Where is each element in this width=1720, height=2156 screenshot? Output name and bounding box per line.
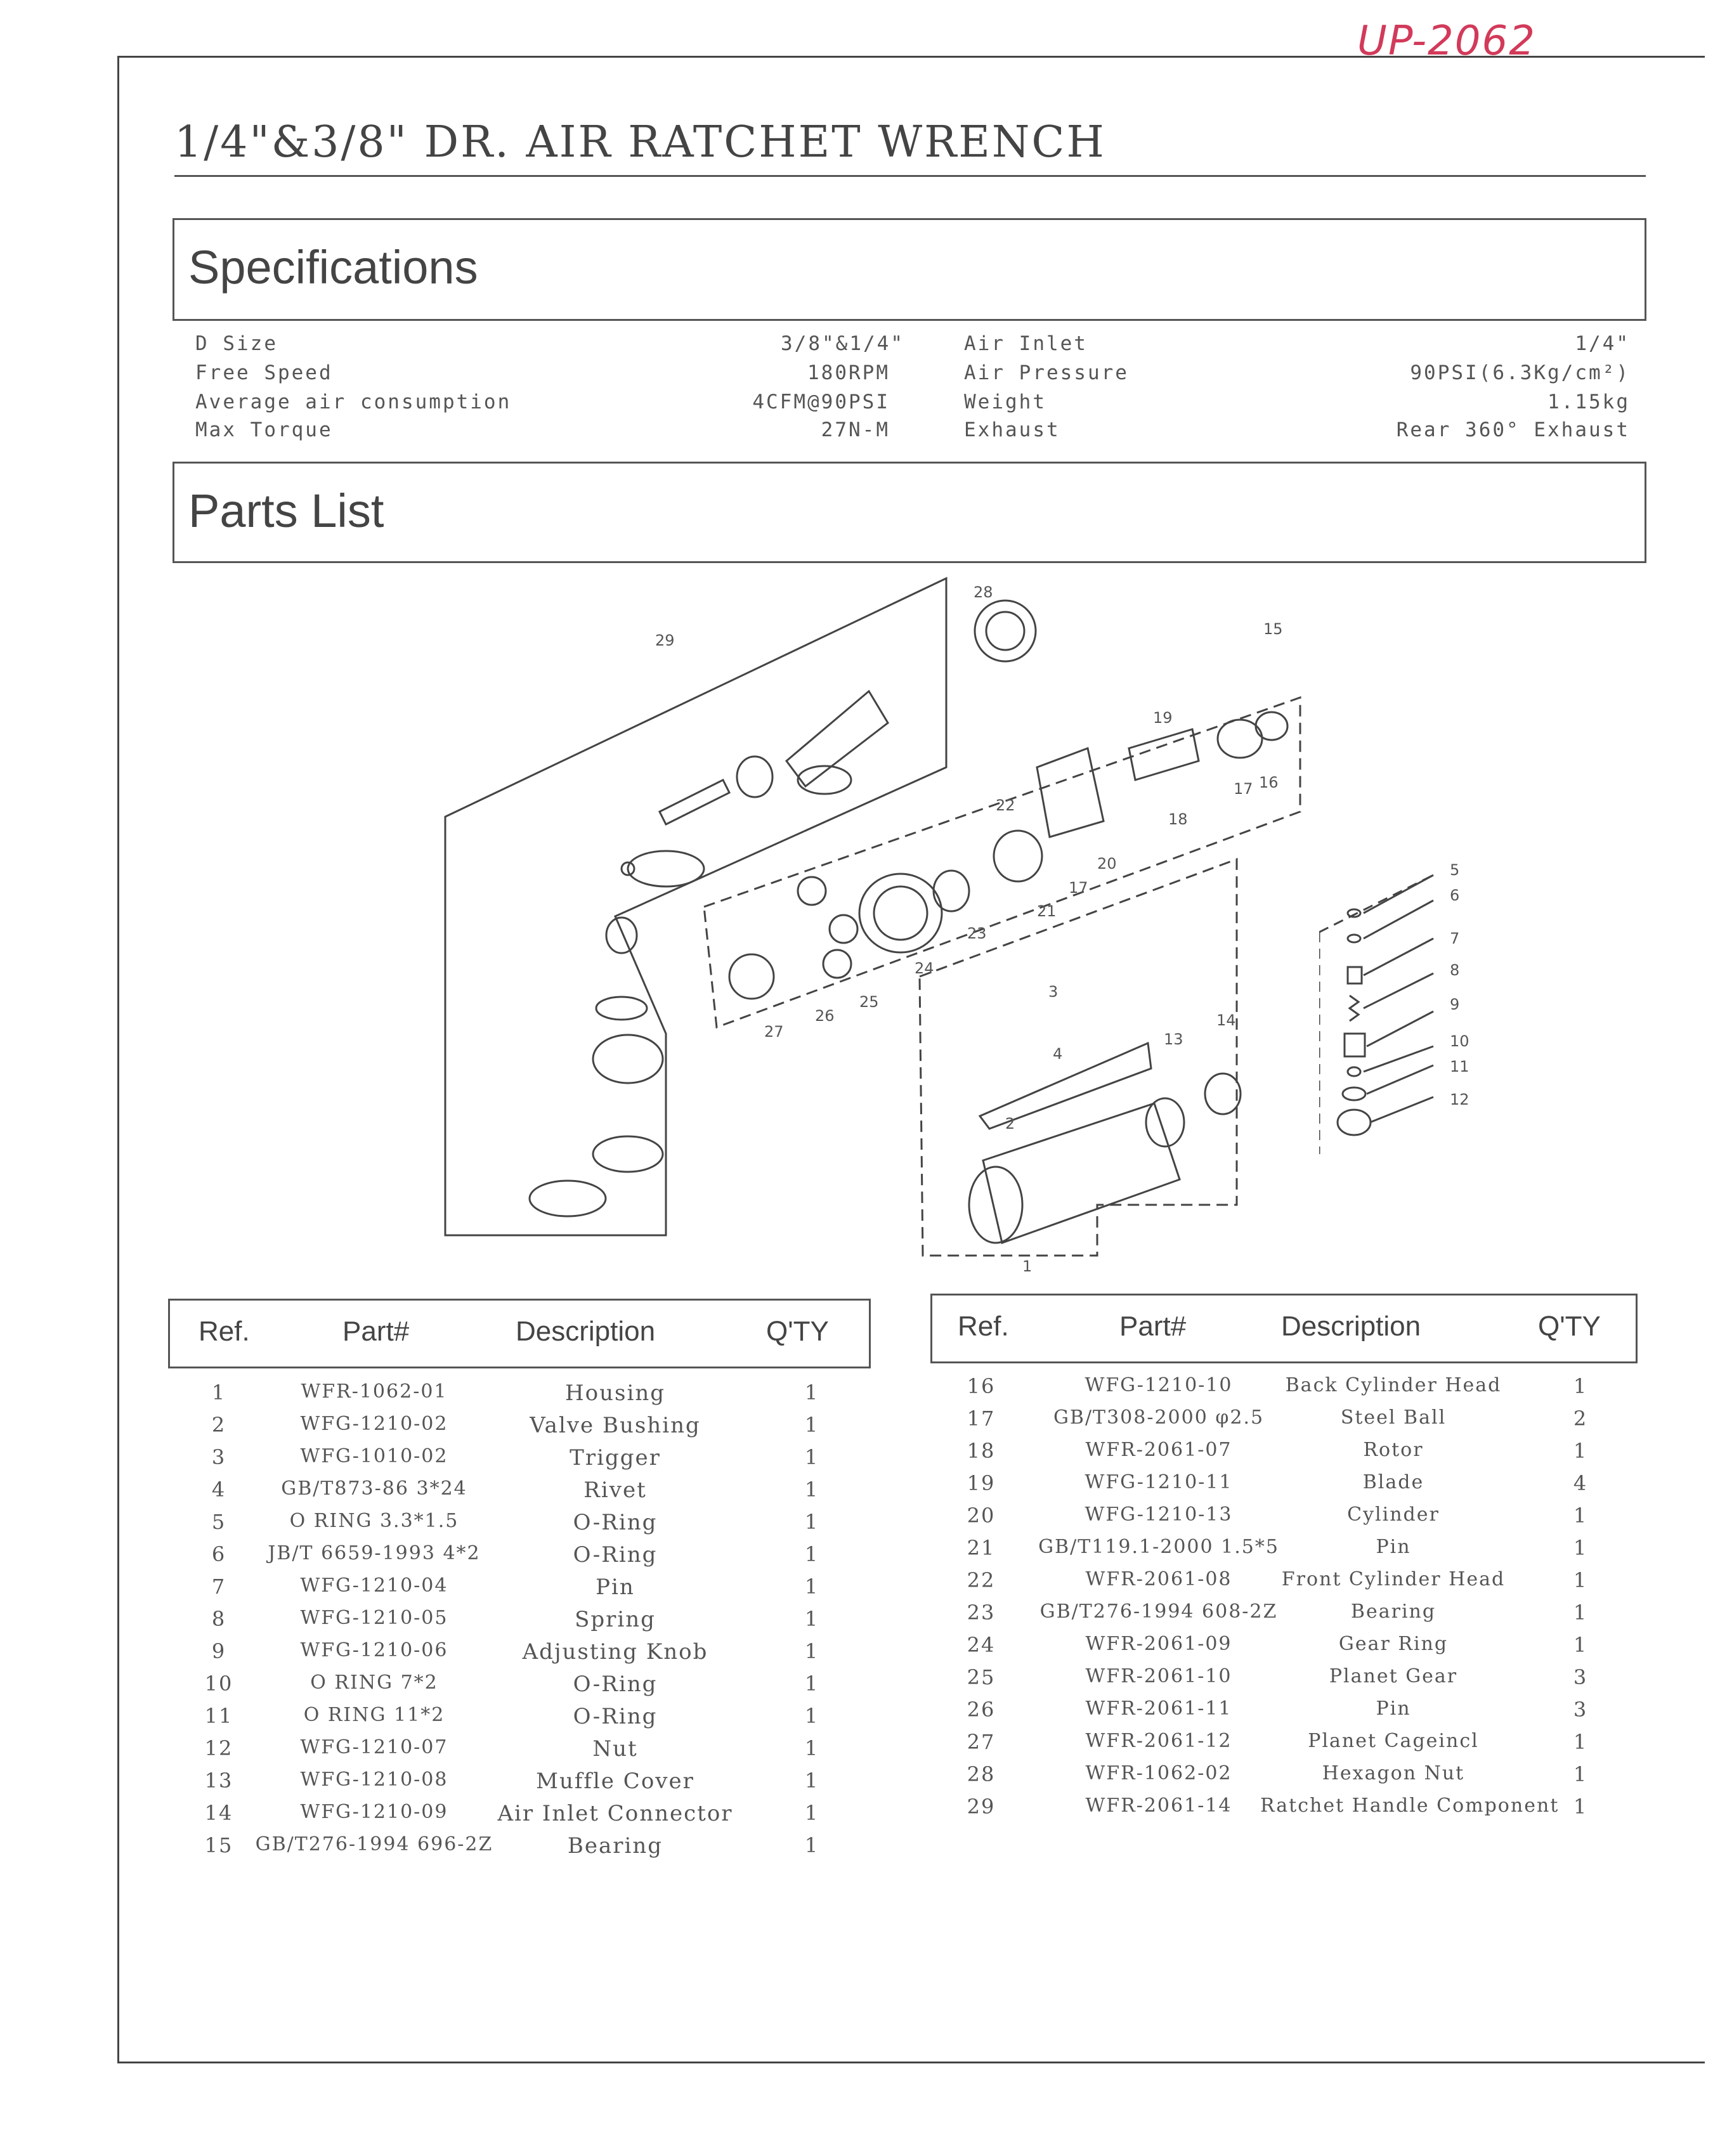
table-row: [930, 1503, 1634, 1535]
col-ref: Ref.: [199, 1316, 250, 1347]
part-number-cell: WFG-1210-09: [300, 1801, 448, 1823]
ref-cell: 12: [204, 1736, 233, 1760]
spec-label: Air Pressure: [964, 361, 1129, 384]
description-cell: Rotor: [1363, 1439, 1424, 1461]
table-row: [930, 1730, 1634, 1762]
spec-row: [964, 332, 1630, 355]
right-table-header: [930, 1294, 1638, 1363]
callout-7: 7: [1450, 930, 1460, 947]
table-row: [168, 1736, 872, 1768]
col-desc: Description: [1281, 1311, 1421, 1342]
callout-5: 5: [1450, 862, 1460, 879]
part-number-cell: WFR-2061-09: [1085, 1633, 1232, 1655]
qty-cell: 1: [1573, 1633, 1588, 1657]
part-number-cell: GB/T276-1994 608-2Z: [1039, 1601, 1278, 1623]
callout-14: 14: [1216, 1011, 1236, 1029]
description-cell: Bearing: [567, 1833, 663, 1859]
ref-cell: 28: [967, 1762, 996, 1786]
callout-19: 19: [1153, 709, 1173, 727]
description-cell: Housing: [564, 1380, 665, 1406]
qty-cell: 2: [1573, 1406, 1588, 1431]
ref-cell: 21: [967, 1536, 996, 1560]
table-row: [168, 1672, 872, 1703]
part-number-cell: O RING 3.3*1.5: [289, 1510, 459, 1532]
description-cell: Blade: [1362, 1471, 1424, 1493]
qty-cell: 1: [804, 1510, 819, 1534]
table-row: [930, 1374, 1634, 1406]
qty-cell: 4: [1573, 1471, 1588, 1495]
col-part: Part#: [1119, 1311, 1187, 1342]
table-row: [168, 1769, 872, 1800]
ref-cell: 4: [211, 1477, 226, 1502]
table-row: [168, 1510, 872, 1542]
spec-label: Free Speed: [195, 361, 333, 384]
spec-label: Air Inlet: [964, 332, 1088, 355]
qty-cell: 1: [804, 1413, 819, 1437]
qty-cell: 3: [1573, 1698, 1588, 1722]
spec-row: [195, 361, 890, 384]
table-row: [930, 1601, 1634, 1632]
ref-cell: 27: [967, 1730, 996, 1754]
qty-cell: 1: [804, 1833, 819, 1857]
description-cell: Rivet: [583, 1477, 647, 1503]
spec-value: 3/8"&1/4": [781, 332, 904, 355]
qty-cell: 1: [1573, 1568, 1588, 1592]
part-number-cell: WFR-2061-14: [1085, 1795, 1232, 1817]
spec-row: [964, 361, 1630, 384]
table-row: [930, 1536, 1634, 1568]
spec-value: 1/4": [1575, 332, 1630, 355]
ref-cell: 14: [204, 1801, 233, 1825]
ref-cell: 25: [967, 1665, 996, 1689]
qty-cell: 1: [1573, 1795, 1588, 1819]
qty-cell: 1: [804, 1769, 819, 1793]
specifications-heading: Specifications: [188, 241, 478, 294]
qty-cell: 1: [804, 1672, 819, 1696]
table-row: [168, 1477, 872, 1509]
part-number-cell: O RING 11*2: [303, 1704, 445, 1726]
part-number-cell: WFG-1210-05: [300, 1607, 448, 1629]
col-ref: Ref.: [958, 1311, 1009, 1342]
ref-cell: 23: [967, 1601, 996, 1625]
valve-stack-diagram: [1319, 862, 1484, 1167]
qty-cell: 1: [804, 1477, 819, 1502]
qty-cell: 1: [804, 1575, 819, 1599]
part-number-cell: WFG-1210-04: [300, 1575, 448, 1597]
spec-row: [195, 419, 890, 441]
part-number-cell: WFG-1210-06: [300, 1639, 448, 1661]
qty-cell: 1: [1573, 1730, 1588, 1754]
spec-label: Weight: [964, 391, 1046, 413]
table-row: [930, 1665, 1634, 1697]
qty-cell: 1: [1573, 1503, 1588, 1528]
callout-11: 11: [1450, 1058, 1469, 1075]
callout-22: 22: [996, 796, 1015, 814]
callout-28: 28: [974, 583, 993, 601]
ref-cell: 7: [211, 1575, 226, 1599]
part-number-cell: O RING 7*2: [310, 1672, 438, 1694]
part-number-cell: JB/T 6659-1993 4*2: [268, 1542, 481, 1564]
description-cell: Muffle Cover: [536, 1769, 694, 1794]
part-number-cell: WFR-2061-10: [1085, 1665, 1232, 1687]
description-cell: Air Inlet Connector: [497, 1801, 733, 1826]
ref-cell: 5: [211, 1510, 226, 1534]
spec-label: Exhaust: [964, 419, 1060, 441]
ref-cell: 2: [211, 1413, 226, 1437]
description-cell: Trigger: [570, 1445, 661, 1471]
table-row: [168, 1704, 872, 1736]
part-number-cell: GB/T873-86 3*24: [281, 1477, 467, 1500]
spec-value: 180RPM: [807, 361, 890, 384]
callout-18: 18: [1168, 810, 1188, 828]
ref-cell: 29: [967, 1795, 996, 1819]
col-qty: Q'TY: [766, 1316, 829, 1347]
qty-cell: 1: [1573, 1374, 1588, 1398]
callout-4: 4: [1053, 1045, 1063, 1063]
table-row: [168, 1380, 872, 1412]
description-cell: O-Ring: [573, 1704, 658, 1729]
ref-cell: 26: [967, 1698, 996, 1722]
description-cell: Pin: [1376, 1698, 1411, 1720]
ref-cell: 11: [204, 1704, 233, 1728]
callout-24: 24: [915, 959, 934, 977]
qty-cell: 1: [804, 1736, 819, 1760]
callout-1: 1: [1022, 1257, 1033, 1275]
parts-list-heading: Parts List: [188, 484, 384, 537]
ref-cell: 20: [967, 1503, 996, 1528]
ref-cell: 17: [967, 1406, 996, 1431]
part-number-cell: WFR-1062-02: [1085, 1762, 1232, 1784]
parts-list-header: [173, 462, 1646, 563]
table-row: [930, 1633, 1634, 1665]
exploded-diagram: [431, 571, 1319, 1287]
callout-25: 25: [859, 993, 879, 1011]
description-cell: Gear Ring: [1338, 1633, 1449, 1655]
spec-row: [195, 332, 904, 355]
part-number-cell: WFG-1210-13: [1085, 1503, 1233, 1526]
spec-label: Average air consumption: [195, 391, 512, 413]
callout-3: 3: [1048, 983, 1059, 1001]
specifications-header: [173, 218, 1646, 321]
table-row: [168, 1413, 872, 1445]
callout-27: 27: [764, 1023, 784, 1041]
spec-value: 1.15kg: [1547, 391, 1630, 413]
qty-cell: 1: [804, 1607, 819, 1631]
table-row: [168, 1607, 872, 1639]
part-number-cell: WFG-1210-10: [1085, 1374, 1233, 1396]
part-number-cell: WFR-1062-01: [301, 1380, 448, 1403]
callout-9: 9: [1450, 996, 1460, 1013]
ref-cell: 3: [211, 1445, 226, 1469]
table-row: [168, 1833, 872, 1865]
description-cell: Valve Bushing: [530, 1413, 701, 1438]
qty-cell: 3: [1573, 1665, 1588, 1689]
part-number-cell: WFG-1210-02: [300, 1413, 448, 1435]
description-cell: Back Cylinder Head: [1285, 1374, 1502, 1396]
table-row: [930, 1439, 1634, 1471]
qty-cell: 1: [804, 1542, 819, 1566]
part-number-cell: WFG-1210-07: [300, 1736, 448, 1758]
callout-12: 12: [1450, 1091, 1469, 1108]
ref-cell: 22: [967, 1568, 996, 1592]
callout-2: 2: [1005, 1115, 1015, 1133]
callout-29: 29: [655, 632, 675, 649]
spec-label: D Size: [195, 332, 278, 355]
description-cell: Front Cylinder Head: [1281, 1568, 1506, 1590]
spec-label: Max Torque: [195, 419, 333, 441]
description-cell: Spring: [575, 1607, 656, 1632]
qty-cell: 1: [1573, 1601, 1588, 1625]
description-cell: Nut: [592, 1736, 638, 1762]
ref-cell: 19: [967, 1471, 996, 1495]
part-number-cell: GB/T276-1994 696-2Z: [255, 1833, 493, 1855]
ref-cell: 10: [204, 1672, 233, 1696]
part-number-cell: WFG-1010-02: [300, 1445, 448, 1467]
col-desc: Description: [516, 1316, 656, 1347]
callout-23: 23: [967, 925, 987, 942]
qty-cell: 1: [804, 1704, 819, 1728]
table-row: [168, 1575, 872, 1606]
qty-cell: 1: [1573, 1439, 1588, 1463]
spec-row: [195, 391, 890, 413]
part-number-cell: WFR-2061-12: [1085, 1730, 1232, 1752]
spec-value: Rear 360° Exhaust: [1396, 419, 1630, 441]
callout-13: 13: [1164, 1030, 1183, 1048]
callout-17a: 17: [1234, 780, 1253, 798]
left-table-header: [168, 1299, 871, 1368]
part-number-cell: WFR-2061-07: [1085, 1439, 1232, 1461]
spec-value: 90PSI(6.3Kg/cm²): [1410, 361, 1630, 384]
ref-cell: 6: [211, 1542, 226, 1566]
description-cell: Planet Gear: [1329, 1665, 1458, 1687]
table-row: [168, 1801, 872, 1833]
spec-row: [964, 391, 1630, 413]
callout-15: 15: [1263, 620, 1283, 638]
table-row: [930, 1568, 1634, 1600]
ref-cell: 18: [967, 1439, 996, 1463]
description-cell: Adjusting Knob: [522, 1639, 708, 1665]
table-row: [930, 1471, 1634, 1503]
col-part: Part#: [342, 1316, 410, 1347]
callout-21: 21: [1037, 902, 1057, 920]
table-row: [168, 1542, 872, 1574]
description-cell: Hexagon Nut: [1322, 1762, 1465, 1784]
callout-8: 8: [1450, 961, 1460, 979]
table-row: [930, 1795, 1634, 1826]
description-cell: Steel Ball: [1340, 1406, 1447, 1429]
qty-cell: 1: [804, 1801, 819, 1825]
description-cell: Cylinder: [1347, 1503, 1440, 1526]
table-row: [930, 1762, 1634, 1794]
qty-cell: 1: [1573, 1762, 1588, 1786]
table-row: [168, 1445, 872, 1477]
part-number-cell: WFG-1210-11: [1085, 1471, 1233, 1493]
part-number-cell: WFR-2061-11: [1085, 1698, 1232, 1720]
spec-row: [964, 419, 1630, 441]
ref-cell: 16: [967, 1374, 996, 1398]
callout-16: 16: [1259, 774, 1279, 791]
description-cell: O-Ring: [573, 1542, 658, 1568]
part-number-cell: WFR-2061-08: [1085, 1568, 1232, 1590]
description-cell: Pin: [596, 1575, 635, 1600]
qty-cell: 1: [804, 1639, 819, 1663]
ref-cell: 1: [211, 1380, 226, 1405]
table-row: [930, 1698, 1634, 1729]
part-number-cell: GB/T119.1-2000 1.5*5: [1038, 1536, 1279, 1558]
qty-cell: 1: [804, 1380, 819, 1405]
spec-value: 27N-M: [821, 419, 890, 441]
ref-cell: 13: [204, 1769, 233, 1793]
callout-17b: 17: [1069, 879, 1088, 897]
spec-value: 4CFM@90PSI: [752, 391, 890, 413]
callout-20: 20: [1097, 855, 1117, 873]
callout-6: 6: [1450, 886, 1460, 904]
page-title: 1/4"&3/8" DR. AIR RATCHET WRENCH: [174, 117, 1106, 167]
ref-cell: 8: [211, 1607, 226, 1631]
description-cell: Ratchet Handle Component: [1260, 1795, 1560, 1817]
description-cell: Pin: [1376, 1536, 1411, 1558]
qty-cell: 1: [1573, 1536, 1588, 1560]
callout-26: 26: [815, 1007, 835, 1025]
handwritten-model-note: UP-2062: [1357, 18, 1536, 65]
ref-cell: 24: [967, 1633, 996, 1657]
qty-cell: 1: [804, 1445, 819, 1469]
ref-cell: 9: [211, 1639, 226, 1663]
ref-cell: 15: [204, 1833, 233, 1857]
description-cell: Planet Cageincl: [1308, 1730, 1479, 1752]
title-underline: [174, 175, 1646, 177]
description-cell: O-Ring: [573, 1672, 658, 1697]
table-row: [930, 1406, 1634, 1438]
description-cell: Bearing: [1350, 1601, 1437, 1623]
table-row: [168, 1639, 872, 1671]
description-cell: O-Ring: [573, 1510, 658, 1535]
col-qty: Q'TY: [1538, 1311, 1601, 1342]
callout-10: 10: [1450, 1032, 1469, 1050]
part-number-cell: GB/T308-2000 φ2.5: [1053, 1406, 1265, 1429]
part-number-cell: WFG-1210-08: [300, 1769, 448, 1791]
